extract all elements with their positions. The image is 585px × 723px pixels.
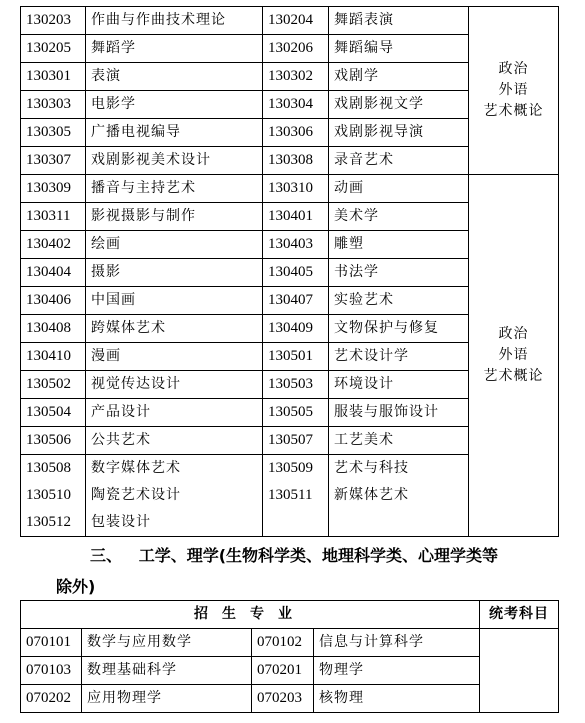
major-code: 070202 (21, 685, 82, 713)
section-title: 工学、理学(生物科学类、地理科学类、心理学类等 (138, 546, 499, 565)
section-number: 三、 (90, 546, 123, 565)
major-name: 舞蹈编导 (329, 35, 469, 63)
major-name: 数理基础科学 (82, 657, 252, 685)
major-name: 舞蹈学 (86, 35, 263, 63)
major-code: 130410 (21, 343, 86, 371)
header-majors: 招生专业 (21, 601, 480, 629)
major-code: 130508 (21, 455, 86, 483)
major-code: 070102 (252, 629, 314, 657)
section-heading-line1 (20, 540, 560, 571)
majors-table-body (21, 7, 559, 537)
exam-subjects-cell (469, 7, 559, 175)
major-code: 070103 (21, 657, 82, 685)
major-name: 戏剧影视美术设计 (86, 147, 263, 175)
major-code: 130402 (21, 231, 86, 259)
major-code: 130506 (21, 427, 86, 455)
table-row (21, 685, 559, 713)
major-code: 130507 (263, 427, 329, 455)
table-row (21, 175, 559, 203)
majors-table-arts (20, 6, 559, 537)
major-name: 广播电视编导 (86, 119, 263, 147)
exam-subject: 政治 (498, 61, 529, 77)
major-code: 130509 (263, 455, 329, 483)
table-row (21, 7, 559, 35)
major-name: 环境设计 (329, 371, 469, 399)
major-name: 产品设计 (86, 399, 263, 427)
exam-subject: 外语 (498, 347, 529, 363)
major-name: 戏剧影视导演 (329, 119, 469, 147)
major-code: 130501 (263, 343, 329, 371)
major-name: 包装设计 (86, 509, 263, 537)
major-code: 130204 (263, 7, 329, 35)
major-name: 服装与服饰设计 (329, 399, 469, 427)
major-code: 130504 (21, 399, 86, 427)
exam-subject: 政治 (498, 326, 529, 342)
major-code: 130503 (263, 371, 329, 399)
major-code: 130205 (21, 35, 86, 63)
major-name: 漫画 (86, 343, 263, 371)
majors-table-science-body (21, 601, 559, 713)
exam-subjects-cell (480, 629, 559, 713)
major-code: 130510 (21, 482, 86, 509)
major-name (329, 509, 469, 537)
major-code: 130511 (263, 482, 329, 509)
major-name: 跨媒体艺术 (86, 315, 263, 343)
section-heading (20, 540, 560, 602)
major-name: 信息与计算科学 (314, 629, 480, 657)
major-name: 数学与应用数学 (82, 629, 252, 657)
major-code: 130308 (263, 147, 329, 175)
major-code: 070101 (21, 629, 82, 657)
major-name: 应用物理学 (82, 685, 252, 713)
major-code: 130407 (263, 287, 329, 315)
major-name: 中国画 (86, 287, 263, 315)
major-name: 戏剧学 (329, 63, 469, 91)
major-name: 公共艺术 (86, 427, 263, 455)
major-name: 艺术与科技 (329, 455, 469, 483)
major-name: 绘画 (86, 231, 263, 259)
major-code: 130310 (263, 175, 329, 203)
major-code: 130303 (21, 91, 86, 119)
major-code (263, 509, 329, 537)
major-name: 录音艺术 (329, 147, 469, 175)
major-name: 影视摄影与制作 (86, 203, 263, 231)
major-code: 130512 (21, 509, 86, 537)
major-code: 130409 (263, 315, 329, 343)
major-code: 130206 (263, 35, 329, 63)
major-name: 表演 (86, 63, 263, 91)
table-row (21, 629, 559, 657)
major-name: 书法学 (329, 259, 469, 287)
major-name: 陶瓷艺术设计 (86, 482, 263, 509)
header-subjects: 统考科目 (480, 601, 559, 629)
major-name: 艺术设计学 (329, 343, 469, 371)
major-name: 戏剧影视文学 (329, 91, 469, 119)
section-heading-line2: 除外) (56, 577, 96, 596)
major-code: 070201 (252, 657, 314, 685)
major-code: 130309 (21, 175, 86, 203)
major-name: 文物保护与修复 (329, 315, 469, 343)
major-code: 130502 (21, 371, 86, 399)
major-name: 舞蹈表演 (329, 7, 469, 35)
major-code: 130311 (21, 203, 86, 231)
major-name: 作曲与作曲技术理论 (86, 7, 263, 35)
major-code: 130406 (21, 287, 86, 315)
major-code: 130302 (263, 63, 329, 91)
major-code: 130304 (263, 91, 329, 119)
major-name: 物理学 (314, 657, 480, 685)
major-code: 130403 (263, 231, 329, 259)
major-name: 电影学 (86, 91, 263, 119)
major-name: 美术学 (329, 203, 469, 231)
major-name: 视觉传达设计 (86, 371, 263, 399)
major-code: 130404 (21, 259, 86, 287)
major-code: 130203 (21, 7, 86, 35)
major-name: 实验艺术 (329, 287, 469, 315)
major-name: 核物理 (314, 685, 480, 713)
major-code: 130306 (263, 119, 329, 147)
major-name: 工艺美术 (329, 427, 469, 455)
exam-subject: 外语 (498, 82, 529, 98)
major-name: 雕塑 (329, 231, 469, 259)
major-code: 130405 (263, 259, 329, 287)
major-code: 130408 (21, 315, 86, 343)
major-code: 070203 (252, 685, 314, 713)
major-code: 130401 (263, 203, 329, 231)
major-code: 130307 (21, 147, 86, 175)
table-row (21, 657, 559, 685)
major-name: 新媒体艺术 (329, 482, 469, 509)
major-code: 130301 (21, 63, 86, 91)
majors-table-science (20, 600, 559, 713)
major-name: 动画 (329, 175, 469, 203)
exam-subject: 艺术概论 (483, 103, 544, 119)
table-header-row (21, 601, 559, 629)
major-name: 播音与主持艺术 (86, 175, 263, 203)
exam-subjects-cell (469, 175, 559, 537)
major-name: 摄影 (86, 259, 263, 287)
major-name: 数字媒体艺术 (86, 455, 263, 483)
exam-subject: 艺术概论 (483, 368, 544, 384)
major-code: 130505 (263, 399, 329, 427)
major-code: 130305 (21, 119, 86, 147)
